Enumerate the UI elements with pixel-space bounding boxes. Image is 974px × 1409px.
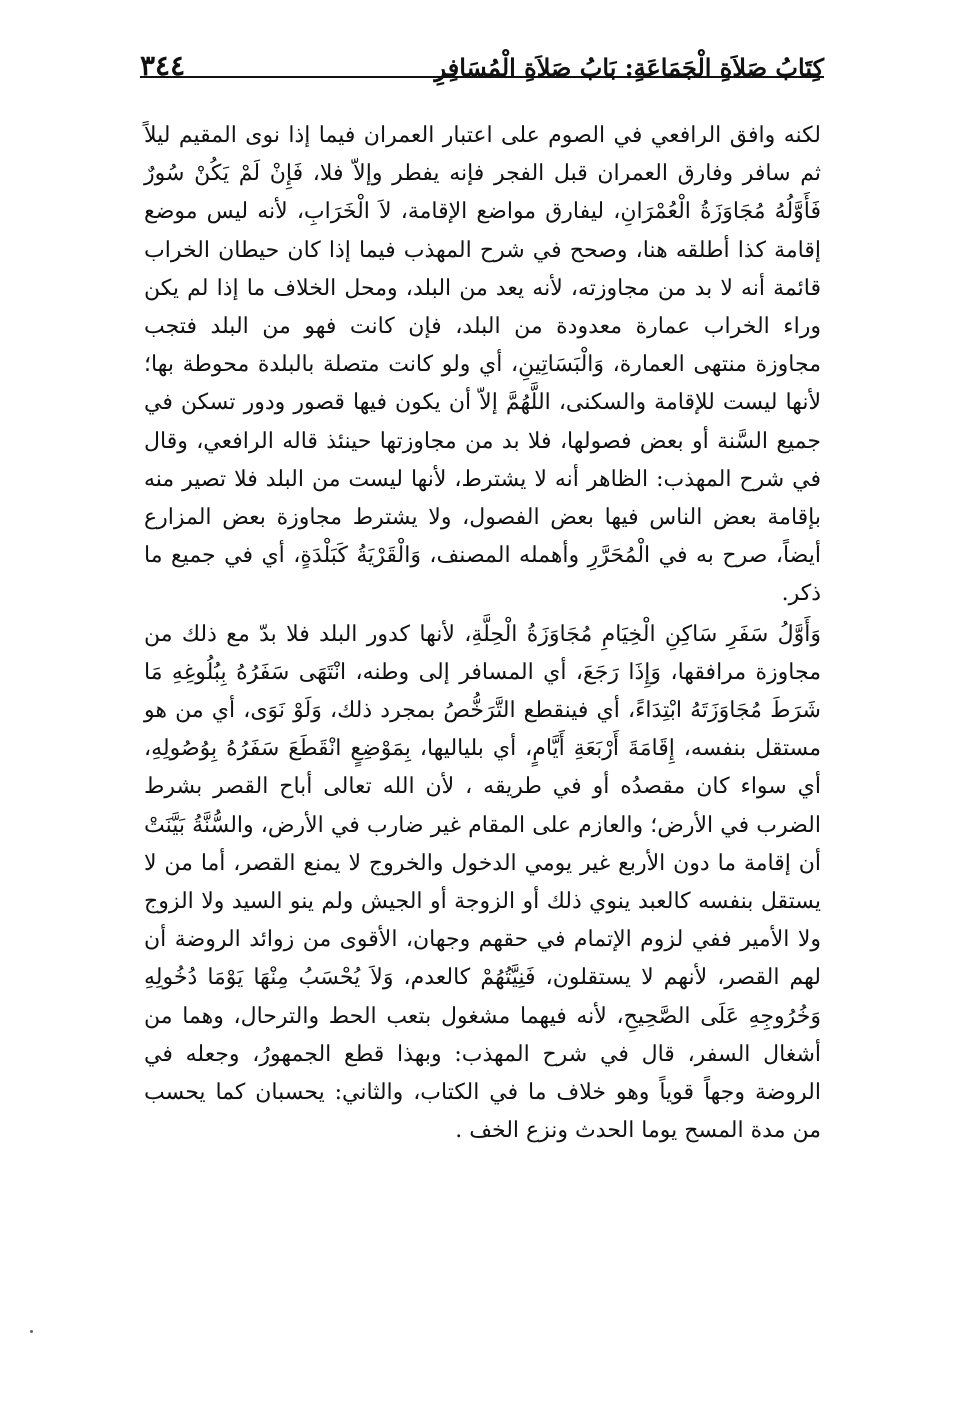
page-number: ٣٤٤ xyxy=(140,49,186,82)
header-rule xyxy=(140,76,824,78)
paragraph-1: لكنه وافق الرافعي في الصوم على اعتبار العمران فيما إذا نوى المقيم ليلاً ثم سافر وفارق العمران قبل الفجر فإنه يفطر وإلاّ فلا، فَإِنْ لَمْ يَكُنْ سُورٌ فَأَوَّلُهُ مُجَاوَزَةُ الْعُمْرَانِ، ليفارق مواضع الإقامة، لاَ الْخَرَابِ، لأنه ليس موضع إقامة كذا أطلقه هنا، وصحح في شرح المهذب فيما إذا كان حيطان الخراب قائمة أنه لا بد من مجاوزته، لأنه يعد من البلد، ومحل الخلاف ما إذا لم يكن وراء الخراب عمارة معدودة من البلد، فإن كانت فهو من البلد فتجب مجاوزة منتهى العمارة، وَالْبَسَاتِينِ، أي ولو كانت متصلة بالبلدة محوطة بها؛ لأنها ليست للإقامة والسكنى، اللَّهُمَّ إلاّ أن يكون فيها قصور ودور تسكن في جميع السَّنة أو بعض فصولها، فلا بد من مجاوزتها حينئذ قاله الرافعي، وقال في شرح المهذب: الظاهر أنه لا يشترط، لأنها ليست من البلد فلا تصير منه بإقامة بعض الناس فيها بعض الفصول، ولا يشترط مجاوزة بعض المزارع أيضاً، صرح به في الْمُحَرَّرِ وأهمله المصنف، وَالْقَرْيَةُ كَبَلْدَةٍ، أي في جميع ما ذكر. xyxy=(144,123,821,607)
body-text xyxy=(144,117,821,1150)
scan-speck xyxy=(30,1330,33,1333)
running-title: كِتَابُ صَلاَةِ الْجَمَاعَةِ: بَابُ صَلاَةِ الْمُسَافِرِ xyxy=(434,53,824,82)
paragraph-2: وَأَوَّلُ سَفَرِ سَاكِنِ الْخِيَامِ مُجَاوَزَةُ الْحِلَّةِ، لأنها كدور البلد فلا بدّ مع ذلك من مجاوزة مرافقها، وَإِذَا رَجَعَ، أي المسافر إلى وطنه، انْتَهَى سَفَرُهُ بِبُلُوغِهِ مَا شَرَطَ مُجَاوَزَتَهُ ابْتِدَاءً، أي فينقطع التَّرَخُّصُ بمجرد ذلك، وَلَوْ نَوَى، أي من هو مستقل بنفسه، إِقَامَةَ أَرْبَعَةِ أَيَّامٍ، أي بلياليها، بِمَوْضِعٍ انْقَطَعَ سَفَرُهُ بِوُصُولِهِ، أي سواء كان مقصدُه أو في طريقه ، لأن الله تعالى أباح القصر بشرط الضرب في الأرض؛ والعازم على المقام غير ضارب في الأرض، والسُّنَّةُ بَيَّنَتْ أن إقامة ما دون الأربع غير يومي الدخول والخروج لا يمنع القصر، أما من لا يستقل بنفسه كالعبد ينوي ذلك أو الزوجة أو الجيش ولم ينو السيد ولا الزوج ولا الأمير ففي لزوم الإتمام في حقهم وجهان، الأقوى من زوائد الروضة أن لهم القصر، لأنهم لا يستقلون، فَنِيَّتُهُمْ كالعدم، وَلاَ يُحْسَبُ مِنْهَا يَوْمَا دُخُولِهِ وَخُرُوجِهِ عَلَى الصَّحِيحِ، لأنه فيهما مشغول بتعب الحط والترحال، وهما من أشغال السفر، قال في شرح المهذب: وبهذا قطع الجمهورُ، وجعله في الروضة وجهاً قوياً وهو خلاف ما في الكتاب، والثاني: يحسبان كما يحسب من مدة المسح يوما الحدث ونزع الخف . xyxy=(144,621,821,1144)
page-header xyxy=(140,40,824,80)
